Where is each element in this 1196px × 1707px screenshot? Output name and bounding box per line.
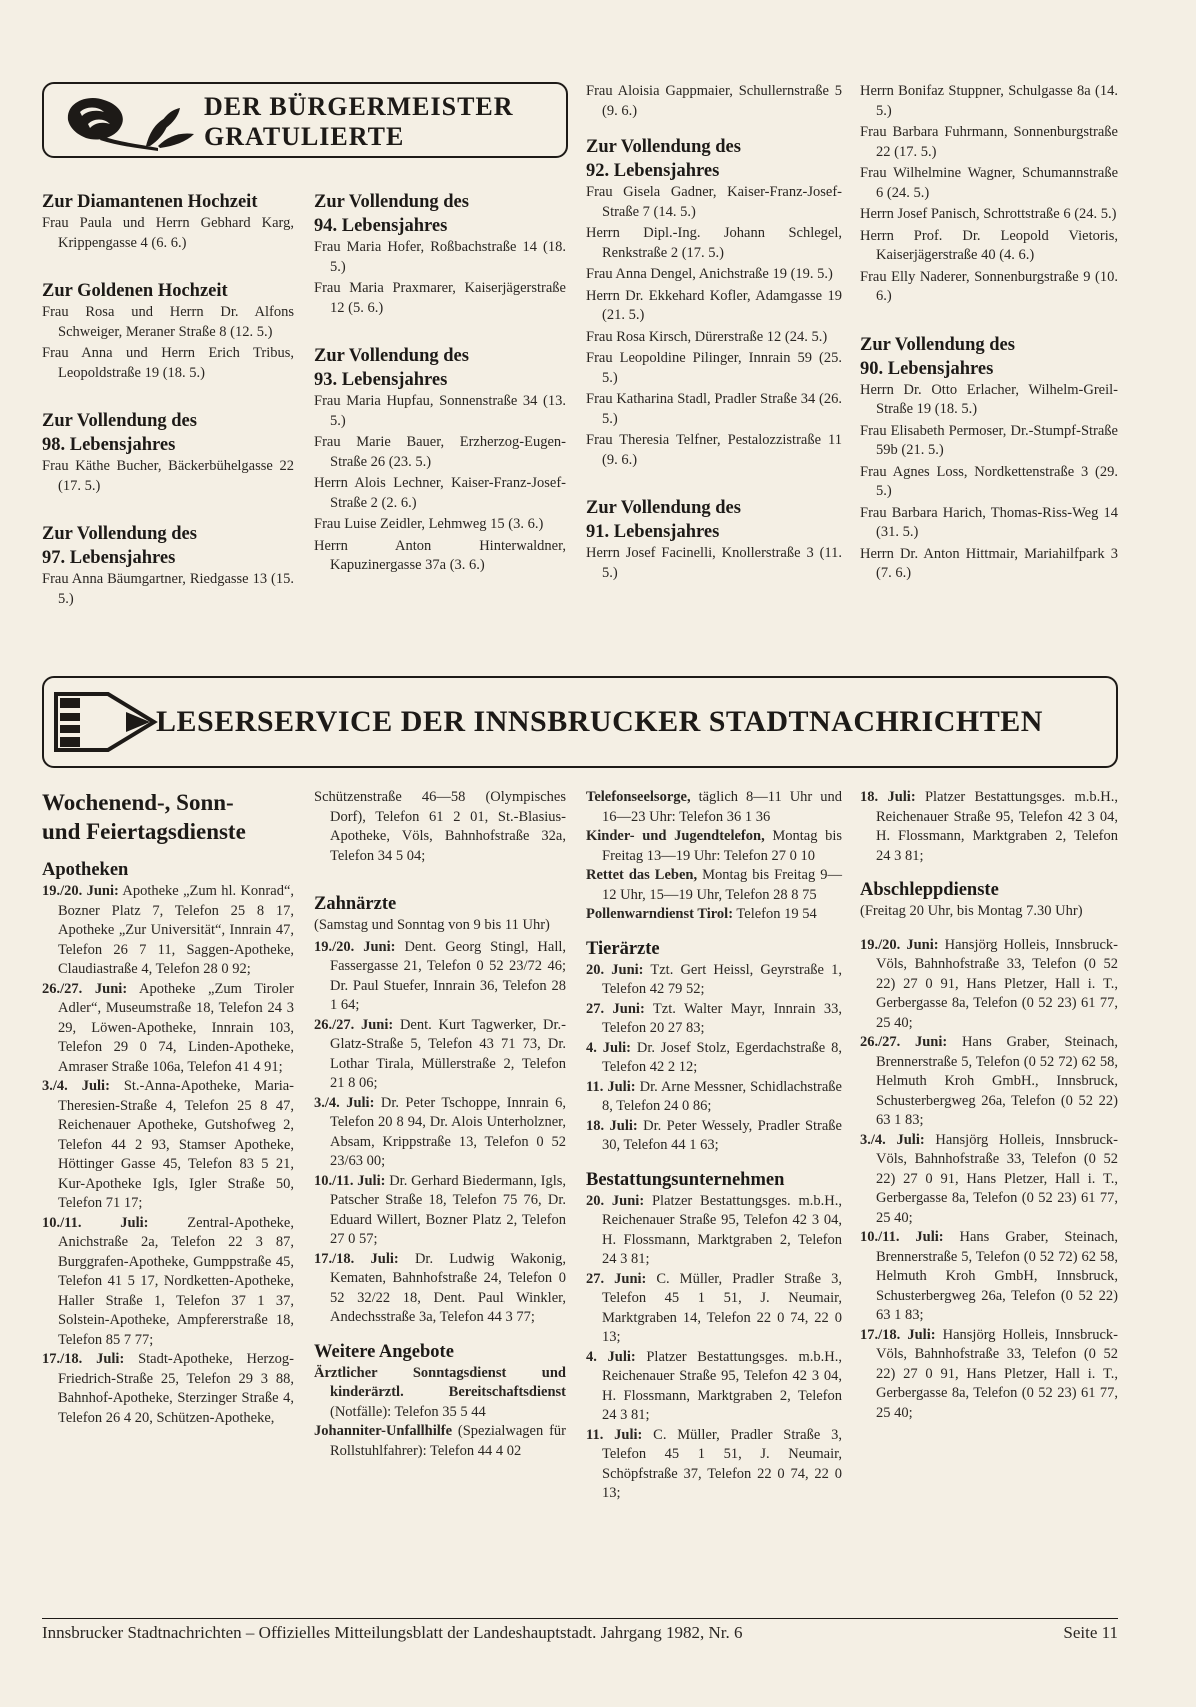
entry-text: Tzt. Gert Heissl, Geyrstraße 1, Telefon 42 79 52; <box>602 961 842 997</box>
entry-date: Johanniter-Unfallhilfe <box>314 1423 453 1439</box>
list-item: Frau Rosa Kirsch, Dürerstraße 12 (24. 5.) <box>586 328 828 345</box>
spacer <box>42 498 294 522</box>
entry-text: Apotheke „Zum hl. Konrad“, Bozner Platz 7, Telefon 25 8 17, Apotheke „Zur Universität“, Innrain 47, Telefon 26 7 11, Saggen-Apotheke, Claudiastraße 4, Telefon 28 0 92; <box>58 883 294 977</box>
list-item <box>586 1078 842 1117</box>
list-item <box>586 827 842 866</box>
list-item: Herrn Prof. Dr. Leopold Vietoris, Kaiserjägerstraße 40 (4. 6.) <box>860 227 1118 263</box>
spacer <box>42 846 294 858</box>
entry-text: Dr. Ludwig Wakonig, Kematen, Bahnhofstraße 24, Telefon 0 52 32/22 18, Dent. Paul Winkler, Andechsstraße 3a, Telefon 44 3 77; <box>330 1250 566 1325</box>
list-item <box>42 882 294 980</box>
list-item: Herrn Anton Hinterwaldner, Kapuzinergasse 37a (3. 6.) <box>314 537 566 573</box>
entry-text: Stadt-Apotheke, Herzog-Friedrich-Straße 25, Telefon 29 3 88, Bahnhof-Apotheke, Sterzinger Straße 4, Telefon 26 4 20, Schützen-Apotheke, <box>58 1351 294 1426</box>
list-item: Herrn Josef Panisch, Schrottstraße 6 (24. 5.) <box>860 206 1117 222</box>
leserservice-title: LESERSERVICE DER INNSBRUCKER STADTNACHRICHTEN <box>156 705 1043 738</box>
service-main-heading: Wochenend-, Sonn- <box>42 790 234 815</box>
entry-text: Dr. Peter Wessely, Pradler Straße 30, Telefon 44 1 63; <box>602 1117 842 1153</box>
entry-date: 27. Juni: <box>586 1270 647 1287</box>
entry-date: 20. Juni: <box>586 1192 645 1209</box>
list-item: Herrn Alois Lechner, Kaiser-Franz-Josef-Straße 2 (2. 6.) <box>314 475 566 511</box>
entry-text: Hansjörg Holleis, Innsbruck-Völs, Bahnhofstraße 33, Telefon (0 52 22) 27 0 91, Hans Pletzer, Hall i. T., Gerbergasse 8a, Telefon (0 52 23) 61 77, 25 40; <box>876 1326 1118 1421</box>
list-item: Frau Käthe Bucher, Bäckerbühelgasse 22 (17. 5.) <box>42 458 294 494</box>
spacer <box>586 925 842 937</box>
service-column-2 <box>314 788 566 1461</box>
entry-text: Platzer Bestattungsges. m.b.H., Reichenauer Straße 95, Telefon 42 3 04, H. Flossmann, Marktgraben 2, Telefon 24 3 81; <box>602 1192 842 1267</box>
congrats-column-3 <box>586 82 842 585</box>
spacer <box>586 123 842 135</box>
spacer <box>314 1328 566 1340</box>
section-heading: 91. Lebensjahres <box>586 522 720 542</box>
congrats-column-1 <box>42 190 294 611</box>
header-title <box>204 92 514 152</box>
list-item: Frau Anna und Herrn Erich Tribus, Leopoldstraße 19 (18. 5.) <box>42 345 294 381</box>
list-item: Frau Barbara Harich, Thomas-Riss-Weg 14 (31. 5.) <box>860 504 1118 540</box>
section-heading: Bestattungsunternehmen <box>586 1169 785 1190</box>
list-item: Frau Leopoldine Pilinger, Innrain 59 (25. 5.) <box>586 350 842 386</box>
section-heading: Zahnärzte <box>314 894 397 914</box>
entry-date: 19./20. Juni: <box>314 938 396 955</box>
list-item: Frau Elisabeth Permoser, Dr.-Stumpf-Straße 59b (21. 5.) <box>860 422 1118 458</box>
list-item <box>314 1172 566 1250</box>
entry-text: Hans Graber, Steinach, Brennerstraße 5, Telefon (0 52 72) 62 58, Helmuth Kroh GmbH, Innsbruck, Schusterbergweg 26a, Telefon (0 52 22) 63 1 83; <box>876 1229 1118 1323</box>
section-heading: 97. Lebensjahres <box>42 548 176 568</box>
list-item <box>586 1192 842 1270</box>
list-item <box>586 1039 842 1078</box>
pencil-arrow-icon <box>54 690 158 754</box>
list-item <box>586 788 842 827</box>
list-item: Herrn Dr. Ekkehard Kofler, Adamgasse 19 (21. 5.) <box>586 287 842 323</box>
section-heading: Zur Goldenen Hochzeit <box>42 281 228 301</box>
entry-text: täglich 8—11 Uhr und 16—23 Uhr: Telefon 36 1 36 <box>602 789 842 825</box>
list-item <box>586 961 842 1000</box>
spacer <box>314 320 566 344</box>
entry-text: Zentral-Apotheke, Anichstraße 2a, Telefon 22 3 87, Burggrafen-Apotheke, Gumppstraße 45, Telefon 41 5 17, Nordketten-Apotheke, Haller Straße 1, Telefon 37 1 37, Solstein-Apotheke, Ampfererstraße 18, Telefon 85 7 77; <box>58 1214 294 1348</box>
entry-date: 11. Juli: <box>586 1426 643 1443</box>
spacer <box>42 385 294 409</box>
entry-text: St.-Anna-Apotheke, Maria-Theresien-Straße 4, Telefon 25 8 47, Reichenauer Apotheke, Gutshofweg 2, Telefon 44 2 93, Stamser Apotheke, Höttinger Gasse 45, Telefon 83 5 21, Kur-Apotheke Igls, Igler Straße 50, Telefon 71 17; <box>58 1078 294 1211</box>
entry-date: 17./18. Juli: <box>42 1351 125 1367</box>
section-heading: Zur Diamantenen Hochzeit <box>42 192 258 212</box>
list-item: Schützenstraße 46—58 (Olympisches Dorf), Telefon 61 2 01, St.-Blasius-Apotheke, Völs, Bahnhofstraße 32a, Telefon 34 5 04; <box>314 789 566 864</box>
spacer <box>860 924 1118 936</box>
service-main-heading: und Feiertagsdienste <box>42 819 246 844</box>
entry-date: 27. Juni: <box>586 1000 645 1017</box>
list-item <box>42 980 294 1078</box>
list-item <box>586 866 842 905</box>
entry-date: 18. Juli: <box>586 1117 638 1134</box>
list-item: Frau Marie Bauer, Erzherzog-Eugen-Straße 26 (23. 5.) <box>314 434 566 470</box>
congrats-column-2 <box>314 190 566 578</box>
entry-text: Montag bis Freitag 9—12 Uhr, 15—19 Uhr, Telefon 28 8 75 <box>602 867 842 903</box>
entry-text: (Notfälle): Telefon 35 5 44 <box>330 1403 486 1420</box>
entry-text: Hansjörg Holleis, Innsbruck-Völs, Bahnhofstraße 33, Telefon (0 52 22) 27 0 91, Hans Pletzer, Hall i. T., Gerbergasse 8a, Telefon (0 52 23) 61 77, 25 40; <box>876 1131 1118 1226</box>
section-note: (Freitag 20 Uhr, bis Montag 7.30 Uhr) <box>860 903 1083 919</box>
section-heading: 98. Lebensjahres <box>42 435 176 455</box>
entry-date: 3./4. Juli: <box>860 1131 925 1148</box>
list-item <box>860 1326 1118 1424</box>
entry-date: 4. Juli: <box>586 1039 631 1056</box>
entry-text: Platzer Bestattungsges. m.b.H., Reichenauer Straße 95, Telefon 42 3 04, H. Flossmann, Marktgraben 2, Telefon 24 3 81; <box>602 1348 842 1423</box>
list-item <box>586 1117 842 1156</box>
entry-date: 3./4. Juli: <box>42 1078 110 1094</box>
list-item <box>314 1422 566 1461</box>
congrats-column-4 <box>860 82 1118 586</box>
list-item: Frau Gisela Gadner, Kaiser-Franz-Josef-Straße 7 (14. 5.) <box>586 184 842 220</box>
list-item: Herrn Josef Facinelli, Knollerstraße 3 (11. 5.) <box>586 545 842 581</box>
service-column-3 <box>586 788 842 1504</box>
entry-date: 10./11. Juli: <box>314 1172 386 1189</box>
entry-date: 20. Juni: <box>586 961 644 978</box>
entry-text: (Spezialwagen für Rollstuhlfahrer): Telefon 44 4 02 <box>330 1423 566 1459</box>
section-heading: Zur Vollendung des <box>42 524 197 544</box>
leserservice-banner <box>42 676 1118 768</box>
entry-date: 10./11. Juli: <box>860 1229 944 1245</box>
entry-text: Platzer Bestattungsges. m.b.H., Reichenauer Straße 95, Telefon 42 3 04, H. Flossmann, Marktgraben 2, Telefon 24 3 81; <box>876 789 1118 864</box>
section-heading: Zur Vollendung des <box>314 346 469 366</box>
list-item <box>586 1270 842 1348</box>
list-item <box>860 1131 1118 1229</box>
entry-text: Dr. Arne Messner, Schidlachstraße 8, Telefon 24 0 86; <box>602 1078 842 1114</box>
list-item <box>314 1094 566 1172</box>
list-item: Frau Agnes Loss, Nordkettenstraße 3 (29. 5.) <box>860 463 1118 499</box>
entry-text: Dent. Georg Stingl, Hall, Fassergasse 21, Telefon 0 52 23/72 46; Dr. Paul Stuefer, Innrain 36, Telefon 28 1 64; <box>330 938 566 1013</box>
entry-date: 10./11. Juli: <box>42 1214 149 1231</box>
service-column-4 <box>860 788 1118 1423</box>
rose-icon <box>58 90 198 152</box>
spacer <box>42 255 294 279</box>
entry-date: Pollenwarndienst Tirol: <box>586 906 734 922</box>
list-item <box>586 1426 842 1504</box>
list-item: Frau Elly Naderer, Sonnenburgstraße 9 (10. 6.) <box>860 268 1118 304</box>
entry-date: 18. Juli: <box>860 789 916 805</box>
section-heading: 90. Lebensjahres <box>860 358 994 379</box>
entry-date: 26./27. Juni: <box>314 1016 394 1033</box>
entry-text: Montag bis Freitag 13—19 Uhr: Telefon 27 0 10 <box>602 828 843 864</box>
list-item: Herrn Dr. Anton Hittmair, Mariahilfpark 3 (7. 6.) <box>860 545 1118 581</box>
section-heading: 94. Lebensjahres <box>314 216 448 236</box>
entry-text: Apotheke „Zum Tiroler Adler“, Museumstraße 18, Telefon 24 3 29, Löwen-Apotheke, Innrain 103, Telefon 29 0 74, Linden-Apotheke, Amraser Straße 106a, Telefon 41 4 91; <box>58 980 294 1075</box>
section-note: (Samstag und Sonntag von 9 bis 11 Uhr) <box>314 917 550 933</box>
spacer <box>586 1156 842 1168</box>
list-item: Herrn Bonifaz Stuppner, Schulgasse 8a (14. 5.) <box>860 83 1118 119</box>
list-item <box>42 1350 294 1428</box>
list-item: Frau Wilhelmine Wagner, Schumannstraße 6 (24. 5.) <box>860 165 1118 201</box>
list-item: Frau Anna Bäumgartner, Riedgasse 13 (15. 5.) <box>42 571 294 607</box>
list-item: Frau Maria Hofer, Roßbachstraße 14 (18. 5.) <box>314 239 566 275</box>
footer-publication: Innsbrucker Stadtnachrichten – Offizielles Mitteilungsblatt der Landeshauptstadt. Jahrgang 1982, Nr. 6 <box>42 1623 743 1642</box>
section-heading: Zur Vollendung des <box>860 334 1015 355</box>
list-item <box>314 938 566 1016</box>
list-item: Frau Paula und Herrn Gebhard Karg, Krippengasse 4 (6. 6.) <box>42 215 294 251</box>
entry-date: 17./18. Juli: <box>314 1250 399 1267</box>
entry-text: Dr. Gerhard Biedermann, Igls, Patscher Straße 18, Telefon 75 76, Dr. Eduard Willert, Bozner Platz 2, Telefon 27 0 57; <box>330 1172 566 1247</box>
list-item <box>586 1348 842 1426</box>
list-item: Frau Maria Hupfau, Sonnenstraße 34 (13. 5.) <box>314 393 566 429</box>
section-heading: Zur Vollendung des <box>42 411 197 431</box>
page-footer <box>42 1618 1118 1643</box>
list-item <box>860 788 1118 866</box>
entry-text: Tzt. Walter Mayr, Innrain 33, Telefon 20 27 83; <box>602 1000 842 1036</box>
header-line-1: DER BÜRGERMEISTER <box>204 92 514 121</box>
congratulations-header <box>42 82 568 158</box>
entry-text: Hans Graber, Steinach, Brennerstraße 5, Telefon (0 52 72) 62 58, Helmuth Kroh GmbH., Innsbruck, Schusterbergweg 26a, Telefon (0 52 22) 63 1 83; <box>876 1034 1119 1128</box>
section-heading: Zur Vollendung des <box>314 192 469 212</box>
list-item <box>42 1214 294 1351</box>
list-item: Frau Maria Praxmarer, Kaiserjägerstraße 12 (5. 6.) <box>314 280 566 316</box>
list-item: Frau Theresia Telfner, Pestalozzistraße 11 (9. 6.) <box>586 432 842 468</box>
entry-date: Rettet das Leben, <box>586 867 698 883</box>
entry-date: 17./18. Juli: <box>860 1326 936 1343</box>
list-item: Frau Anna Dengel, Anichstraße 19 (19. 5.) <box>586 266 833 282</box>
footer-page-number: Seite 11 <box>1063 1623 1118 1642</box>
spacer <box>586 472 842 496</box>
entry-text: C. Müller, Pradler Straße 3, Telefon 45 1 51, J. Neumair, Schöpfstraße 37, Telefon 22 0 74, 22 0 13; <box>602 1426 842 1501</box>
entry-date: 19./20. Juni: <box>860 936 939 953</box>
list-item <box>314 1016 566 1094</box>
entry-date: Kinder- und Jugendtelefon, <box>586 828 765 844</box>
service-column-1 <box>42 788 294 1428</box>
section-heading: Tierärzte <box>586 938 660 959</box>
entry-text: Dent. Kurt Tagwerker, Dr.-Glatz-Straße 5, Telefon 43 71 73, Dr. Lothar Tirala, Müllerstraße 2, Telefon 21 8 06; <box>330 1016 567 1091</box>
entry-text: Dr. Peter Tschoppe, Innrain 6, Telefon 20 8 94, Dr. Alois Unterholzner, Absam, Krippstraße 13, Telefon 0 52 23/63 00; <box>330 1094 566 1169</box>
section-heading: Abschleppdienste <box>860 880 999 900</box>
section-heading: Zur Vollendung des <box>586 498 741 518</box>
list-item: Frau Aloisia Gappmaier, Schullernstraße 5 (9. 6.) <box>586 83 842 119</box>
entry-text: Telefon 19 54 <box>733 906 817 922</box>
list-item <box>314 1250 566 1328</box>
entry-text: Hansjörg Holleis, Innsbruck-Völs, Bahnhofstraße 33, Telefon (0 52 22) 27 0 91, Hans Pletzer, Hall i. T., Gerbergasse 8a, Telefon (0 52 23) 61 77, 25 40; <box>876 936 1118 1031</box>
list-item <box>860 1033 1118 1131</box>
header-line-2: GRATULIERTE <box>204 122 405 151</box>
entry-date: Ärztlicher Sonntagsdienst und kinderärztl. Bereitschaftsdienst <box>314 1364 566 1400</box>
entry-text: Dr. Josef Stolz, Egerdachstraße 8, Telefon 42 2 12; <box>602 1039 842 1075</box>
list-item <box>860 1228 1118 1326</box>
entry-date: 19./20. Juni: <box>42 883 119 899</box>
list-item <box>314 1364 566 1423</box>
list-item: Frau Katharina Stadl, Pradler Straße 34 (26. 5.) <box>586 391 842 427</box>
list-item: Frau Rosa und Herrn Dr. Alfons Schweiger, Meraner Straße 8 (12. 5.) <box>42 304 294 340</box>
entry-date: 4. Juli: <box>586 1348 636 1365</box>
entry-date: Telefonseelsorge, <box>586 789 691 805</box>
entry-date: 26./27. Juni: <box>860 1034 948 1050</box>
section-heading: 93. Lebensjahres <box>314 370 448 390</box>
list-item: Frau Luise Zeidler, Lehmweg 15 (3. 6.) <box>314 516 544 532</box>
section-heading: Apotheken <box>42 860 129 880</box>
spacer <box>860 866 1118 878</box>
list-item: Frau Barbara Fuhrmann, Sonnenburgstraße 22 (17. 5.) <box>860 124 1118 160</box>
spacer <box>860 309 1118 333</box>
list-item: Herrn Dr. Otto Erlacher, Wilhelm-Greil-Straße 19 (18. 5.) <box>860 381 1118 417</box>
section-heading: Zur Vollendung des <box>586 137 741 157</box>
entry-text: C. Müller, Pradler Straße 3, Telefon 45 1 51, J. Neumair, Marktgraben 14, Telefon 22 0 74, 22 0 13; <box>602 1270 842 1345</box>
entry-date: 11. Juli: <box>586 1078 636 1095</box>
list-item <box>42 1077 294 1214</box>
list-item <box>586 1000 842 1039</box>
entry-date: 26./27. Juni: <box>42 980 128 997</box>
list-item: Herrn Dipl.-Ing. Johann Schlegel, Renkstraße 2 (17. 5.) <box>586 225 842 261</box>
spacer <box>314 868 566 892</box>
list-item <box>586 905 842 925</box>
section-heading: Weitere Angebote <box>314 1341 454 1362</box>
list-item <box>860 936 1118 1034</box>
entry-date: 3./4. Juli: <box>314 1094 375 1111</box>
section-heading: 92. Lebensjahres <box>586 161 720 181</box>
